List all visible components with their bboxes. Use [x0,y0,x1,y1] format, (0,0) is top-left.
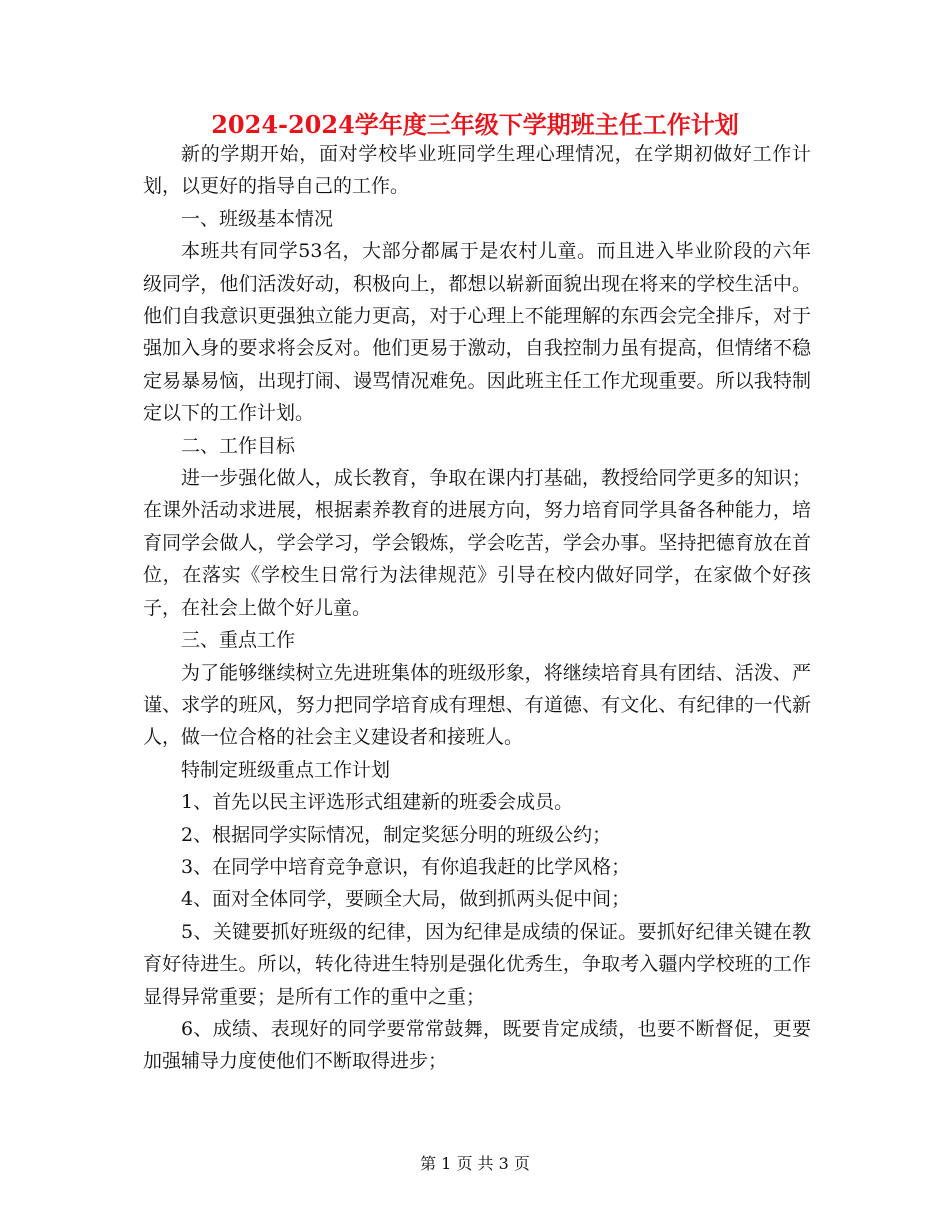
subheading-plan: 特制定班级重点工作计划 [181,758,391,781]
paragraph-intro: 新的学期开始，面对学校毕业班同学生理心理情况，在学期初做好工作计划，以更好的指导自己的工作。 [143,143,811,198]
document-title: 2024-2024学年度三年级下学期班主任工作计划 [211,110,739,139]
list-item-6: 6、成绩、表现好的同学要常常鼓舞，既要肯定成绩，也要不断督促，更要加强辅导力度使他们不断取得进步； [143,1017,811,1073]
list-item-4: 4、面对全体同学，要顾全大局，做到抓两头促中间； [181,888,631,911]
section-heading-2: 二、工作目标 [181,434,296,457]
list-item-3: 3、在同学中培育竞争意识，有你追我赶的比学风格； [181,855,631,878]
list-item-5: 5、关键要抓好班级的纪律，因为纪律是成绩的保证。要抓好纪律关键在教育好待进生。所以，转化待进生特别是强化优秀生，争取考入疆内学校班的工作显得异常重要；是所有工作的重中之重； [143,920,811,1008]
section-heading-1: 一、班级基本情况 [181,207,334,230]
paragraph-work-goals: 进一步强化做人，成长教育，争取在课内打基础，教授给同学更多的知识；在课外活动求进展，根据素养教育的进展方向，努力培育同学具备各种能力，培育同学会做人，学会学习，学会锻炼，学会吃苦，学会办事。坚持把德育放在首位，在落实《学校生日常行为法律规范》引导在校内做好同学，在家做个好孩子，在社会上做个好儿童。 [143,467,811,619]
paragraph-class-situation: 本班共有同学53名，大部分都属于是农村儿童。而且进入毕业阶段的六年级同学，他们活泼好动，积极向上，都想以崭新面貌出现在将来的学校生活中。他们自我意识更强独立能力更高，对于心理上不能理解的东西会完全排斥，对于强加入身的要求将会反对。他们更易于激动，自我控制力虽有提高，但情绪不稳定易暴易恼，出现打闹、谩骂情况难免。因此班主任工作尤现重要。所以我特制定以下的工作计划。 [143,240,811,425]
list-item-2: 2、根据同学实际情况，制定奖惩分明的班级公约； [181,823,612,846]
page-number-footer: 第 1 页 共 3 页 [420,1154,530,1173]
list-item-1: 1、首先以民主评选形式组建新的班委会成员。 [181,791,574,814]
document-body [143,138,811,1078]
section-heading-3: 三、重点工作 [181,629,296,652]
paragraph-key-work: 为了能够继续树立先进班集体的班级形象，将继续培育具有团结、活泼、严谨、求学的班风，努力把同学培育成有理想、有道德、有文化、有纪律的一代新人，做一位合格的社会主义建设者和接班人。 [143,661,811,749]
